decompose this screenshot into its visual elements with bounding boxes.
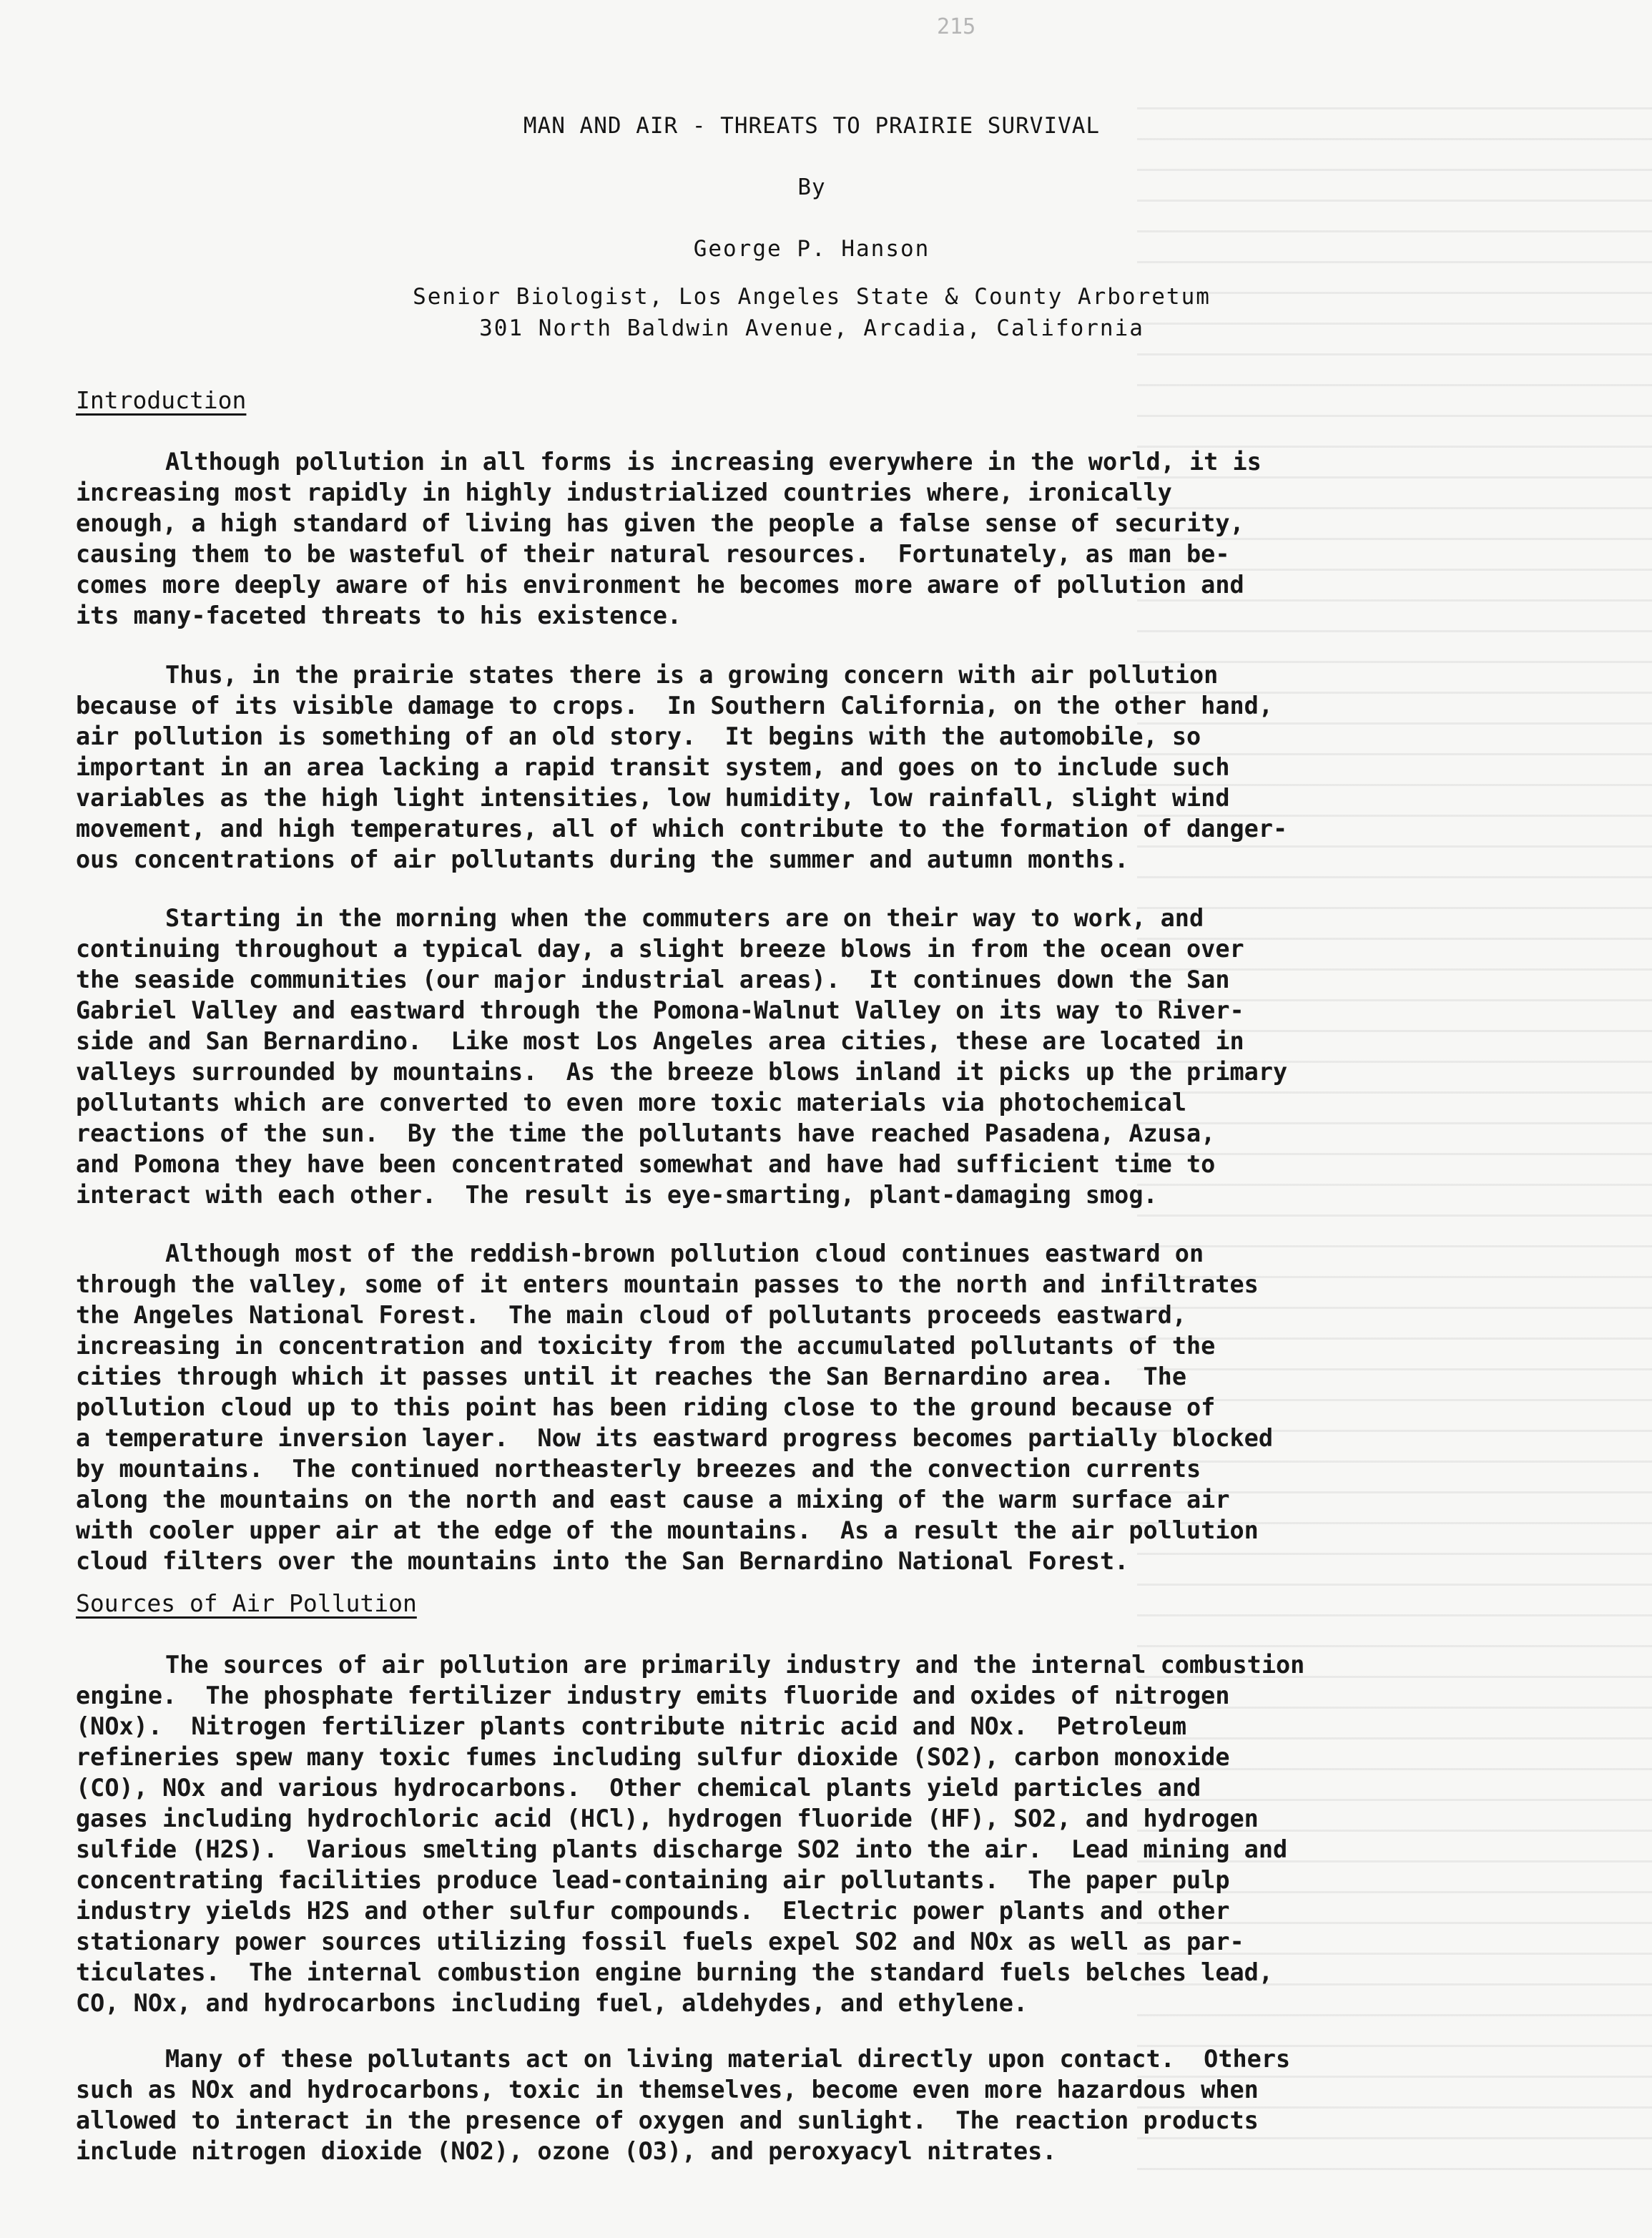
text-line — [76, 2043, 1606, 2074]
text-line — [76, 569, 1606, 600]
text-line-content: variables as the high light intensities, low humidity, low rainfall, slight wind — [76, 784, 1230, 812]
text-line-content: comes more deeply aware of his environment he becomes more aware of pollution and — [76, 571, 1244, 599]
text-line-content: cities through which it passes until it reaches the San Bernardino area. The — [76, 1363, 1186, 1390]
text-line-content: reactions of the sun. By the time the pollutants have reached Pasadena, Azusa, — [76, 1119, 1216, 1147]
text-line — [76, 1803, 1606, 1834]
text-line — [76, 1179, 1606, 1210]
text-line — [76, 964, 1606, 995]
text-line-content: (CO), NOx and various hydrocarbons. Other chemical plants yield particles and — [76, 1774, 1201, 1802]
text-line — [76, 1361, 1606, 1392]
text-line-content: gases including hydrochloric acid (HCl), hydrogen fluoride (HF), SO2, and hydrogen — [76, 1805, 1259, 1832]
text-line — [76, 995, 1606, 1026]
text-line — [76, 1484, 1606, 1515]
text-line — [76, 721, 1606, 752]
author-name: George P. Hanson — [693, 236, 930, 262]
text-line-content: along the mountains on the north and east cause a mixing of the warm surface air — [76, 1486, 1230, 1513]
text-line-content: a temperature inversion layer. Now its eastward progress becomes partially blocked — [76, 1424, 1274, 1452]
text-line-content: stationary power sources utilizing fossil fuels expel SO2 and NOx as well as par- — [76, 1928, 1244, 1955]
author-affiliation — [0, 281, 1623, 344]
text-line — [76, 2074, 1606, 2105]
text-line-content: movement, and high temperatures, all of which contribute to the formation of danger- — [76, 815, 1288, 843]
text-line — [76, 1834, 1606, 1865]
text-line-content: ticulates. The internal combustion engine burning the standard fuels belches lead, — [76, 1958, 1274, 1986]
text-line-content: The sources of air pollution are primarily industry and the internal combustion — [165, 1651, 1305, 1679]
text-line-content: Many of these pollutants act on living material directly upon contact. Others — [165, 2045, 1291, 2073]
text-line-content: its many-faceted threats to his existence. — [76, 602, 682, 629]
affiliation-line: Senior Biologist, Los Angeles State & County Arboretum — [413, 284, 1211, 310]
paragraph — [76, 1649, 1606, 2018]
affiliation-line: 301 North Baldwin Avenue, Arcadia, California — [479, 315, 1144, 341]
text-line-content: ous concentrations of air pollutants during the summer and autumn months. — [76, 845, 1129, 873]
text-line — [76, 782, 1606, 813]
text-line-content: pollutants which are converted to even more toxic materials via photochemical — [76, 1089, 1186, 1116]
text-line — [76, 1056, 1606, 1087]
text-line — [76, 1772, 1606, 1803]
text-line — [76, 1087, 1606, 1118]
text-line-content: pollution cloud up to this point has been riding close to the ground because of — [76, 1393, 1216, 1421]
text-line-content: refineries spew many toxic fumes including sulfur dioxide (SO2), carbon monoxide — [76, 1743, 1230, 1771]
page-number: 215 — [937, 14, 976, 39]
text-line — [76, 446, 1606, 477]
text-line-content: include nitrogen dioxide (NO2), ozone (O3), and peroxyacyl nitrates. — [76, 2137, 1057, 2165]
text-line — [76, 1515, 1606, 1546]
text-line-content: air pollution is something of an old story. It begins with the automobile, so — [76, 722, 1201, 750]
text-line — [76, 659, 1606, 690]
text-line — [76, 1680, 1606, 1711]
section-heading-introduction: Introduction — [76, 386, 247, 414]
text-line-content: allowed to interact in the presence of oxygen and sunlight. The reaction products — [76, 2106, 1259, 2134]
byline: By — [797, 175, 826, 200]
paragraph — [76, 446, 1606, 631]
text-line — [76, 539, 1606, 569]
text-line — [76, 1392, 1606, 1423]
text-line-content: through the valley, some of it enters mountain passes to the north and infiltrates — [76, 1270, 1259, 1298]
text-line-content: because of its visible damage to crops. In Southern California, on the other hand, — [76, 692, 1274, 720]
text-line-content: with cooler upper air at the edge of the mountains. As a result the air pollution — [76, 1516, 1259, 1544]
text-line — [76, 752, 1606, 782]
text-line-content: the Angeles National Forest. The main cloud of pollutants proceeds eastward, — [76, 1301, 1186, 1329]
text-line-content: industry yields H2S and other sulfur compounds. Electric power plants and other — [76, 1897, 1230, 1925]
text-line — [76, 1300, 1606, 1330]
text-line-content: Although most of the reddish-brown pollution cloud continues eastward on — [165, 1240, 1204, 1267]
text-line-content: enough, a high standard of living has given the people a false sense of security, — [76, 509, 1244, 537]
text-line-content: Gabriel Valley and eastward through the Pomona-Walnut Valley on its way to River- — [76, 996, 1244, 1024]
text-line — [76, 2105, 1606, 2136]
paragraph — [76, 659, 1606, 875]
text-line-content: concentrating facilities produce lead-containing air pollutants. The paper pulp — [76, 1866, 1230, 1894]
text-line — [76, 1711, 1606, 1742]
text-line-content: Although pollution in all forms is increasing everywhere in the world, it is — [165, 448, 1262, 476]
text-line — [76, 903, 1606, 933]
text-line — [76, 1026, 1606, 1056]
text-line-content: engine. The phosphate fertilizer industry emits fluoride and oxides of nitrogen — [76, 1682, 1230, 1709]
text-line-content: continuing throughout a typical day, a slight breeze blows in from the ocean over — [76, 935, 1244, 963]
text-line — [76, 1988, 1606, 2018]
text-line — [76, 1546, 1606, 1576]
text-line-content: cloud filters over the mountains into the San Bernardino National Forest. — [76, 1547, 1129, 1575]
text-line-content: important in an area lacking a rapid transit system, and goes on to include such — [76, 753, 1230, 781]
section-heading-sources: Sources of Air Pollution — [76, 1589, 417, 1617]
text-line — [76, 1926, 1606, 1957]
text-line — [76, 1269, 1606, 1300]
text-line-content: sulfide (H2S). Various smelting plants discharge SO2 into the air. Lead mining and — [76, 1835, 1288, 1863]
text-line — [76, 1118, 1606, 1149]
text-line — [76, 1149, 1606, 1179]
text-line — [76, 508, 1606, 539]
article-title: MAN AND AIR - THREATS TO PRAIRIE SURVIVAL — [523, 113, 1101, 139]
text-line — [76, 600, 1606, 631]
text-line — [76, 813, 1606, 844]
paragraph — [76, 2043, 1606, 2166]
text-line — [76, 1895, 1606, 1926]
text-line-content: increasing most rapidly in highly industrialized countries where, ironically — [76, 478, 1172, 506]
text-line-content: such as NOx and hydrocarbons, toxic in themselves, become even more hazardous when — [76, 2076, 1259, 2104]
text-line — [76, 1742, 1606, 1772]
text-line — [76, 1238, 1606, 1269]
text-line — [76, 1330, 1606, 1361]
text-line — [76, 1423, 1606, 1453]
text-line — [76, 1453, 1606, 1484]
text-line — [76, 1865, 1606, 1895]
text-line — [76, 844, 1606, 875]
text-line — [76, 477, 1606, 508]
text-line-content: Starting in the morning when the commuters are on their way to work, and — [165, 904, 1204, 932]
text-line — [76, 1649, 1606, 1680]
text-line-content: increasing in concentration and toxicity from the accumulated pollutants of the — [76, 1332, 1216, 1360]
text-line-content: Thus, in the prairie states there is a growing concern with air pollution — [165, 661, 1219, 689]
text-line — [76, 933, 1606, 964]
text-line-content: and Pomona they have been concentrated somewhat and have had sufficient time to — [76, 1150, 1216, 1178]
paragraph — [76, 1238, 1606, 1576]
paragraph — [76, 903, 1606, 1210]
text-line-content: valleys surrounded by mountains. As the breeze blows inland it picks up the primary — [76, 1058, 1288, 1086]
text-line — [76, 1957, 1606, 1988]
text-line-content: causing them to be wasteful of their natural resources. Fortunately, as man be- — [76, 540, 1230, 568]
text-line-content: CO, NOx, and hydrocarbons including fuel, aldehydes, and ethylene. — [76, 1989, 1028, 2017]
text-line-content: side and San Bernardino. Like most Los Angeles area cities, these are located in — [76, 1027, 1244, 1055]
text-line — [76, 690, 1606, 721]
text-line-content: the seaside communities (our major industrial areas). It continues down the San — [76, 966, 1230, 993]
text-line-content: by mountains. The continued northeasterly breezes and the convection currents — [76, 1455, 1201, 1483]
text-line-content: (NOx). Nitrogen fertilizer plants contribute nitric acid and NOx. Petroleum — [76, 1712, 1186, 1740]
text-line-content: interact with each other. The result is eye-smarting, plant-damaging smog. — [76, 1181, 1158, 1209]
text-line — [76, 2136, 1606, 2166]
